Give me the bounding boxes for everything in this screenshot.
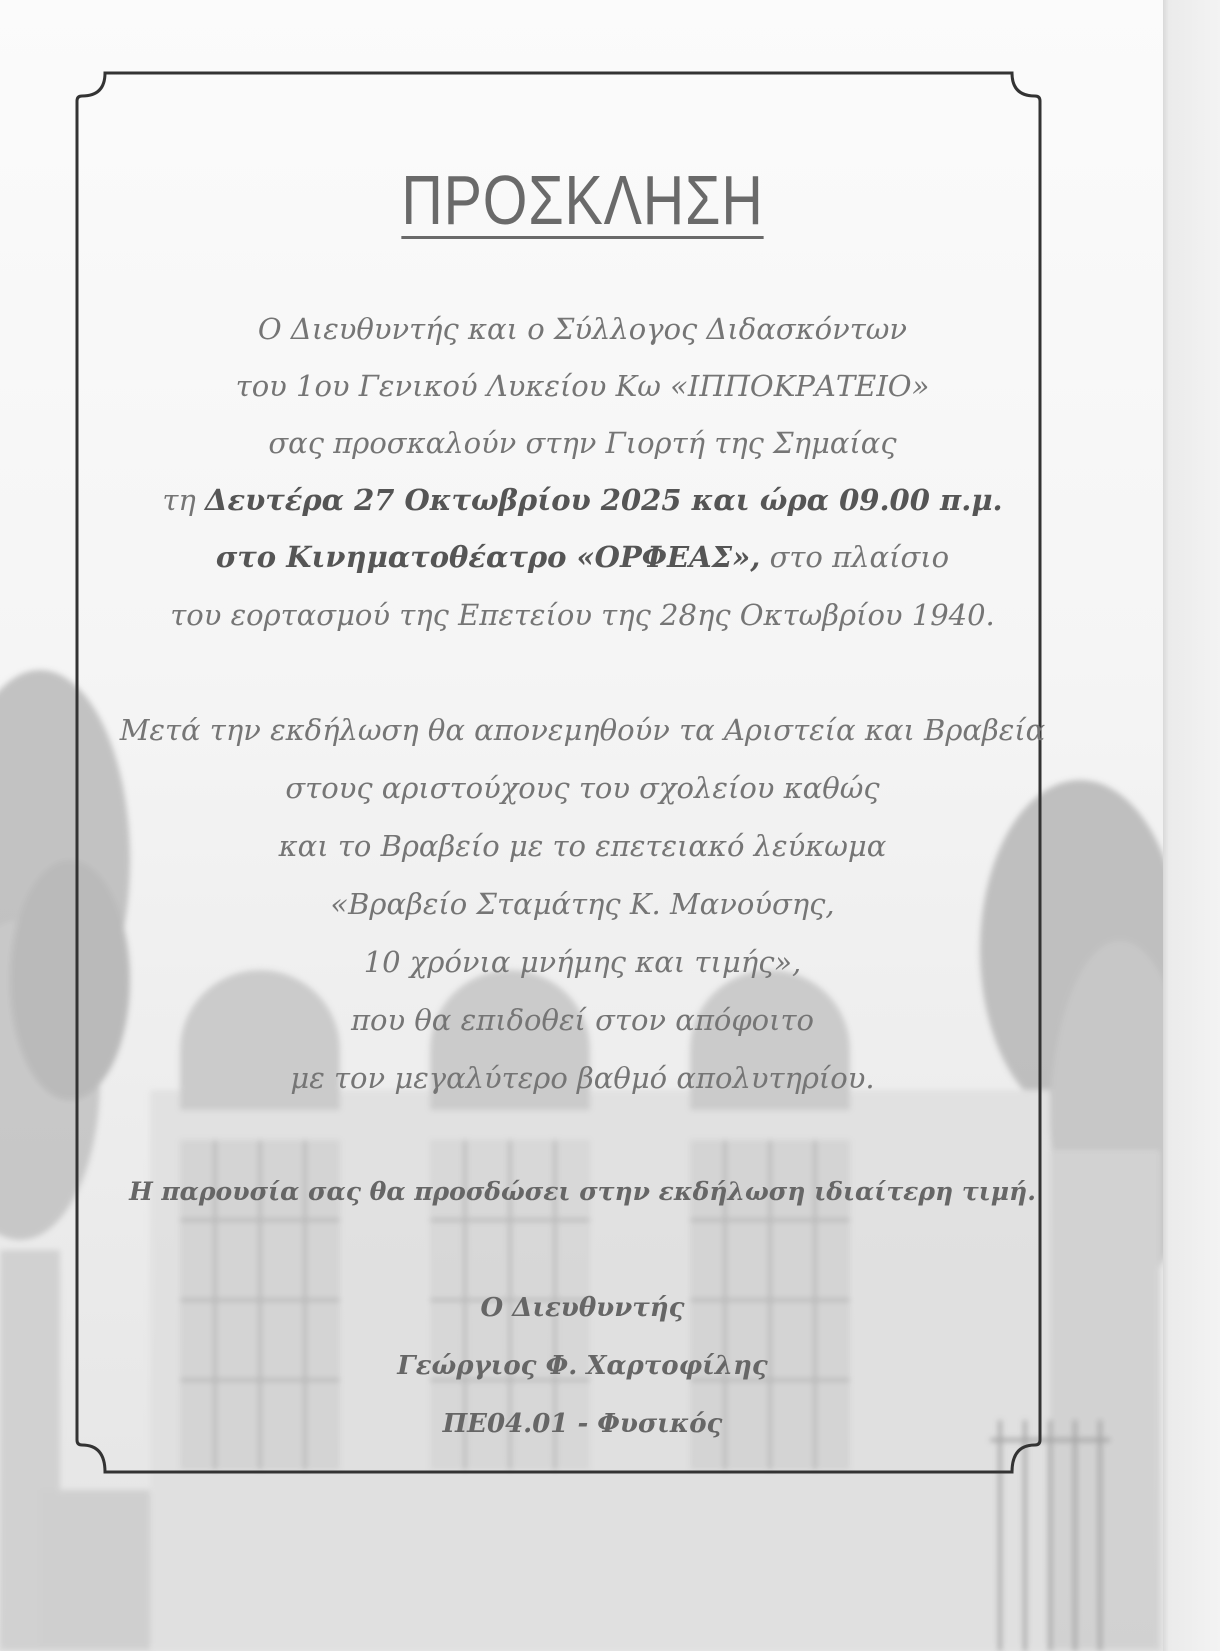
date-prefix: τη <box>162 483 205 517</box>
page-title: ΠΡΟΣΚΛΗΣΗ <box>401 161 764 239</box>
closing-line: Η παρουσία σας θα προσδώσει στην εκδήλωση ιδιαίτερη τιμή. <box>129 1177 1036 1206</box>
invitation-venue-line <box>0 540 1165 574</box>
invitation-date-line <box>0 483 1165 517</box>
signature-title: ΠΕ04.01 - Φυσικός <box>442 1409 723 1439</box>
awards-line-4: «Βραβείο Σταμάτης Κ. Μανούσης, <box>330 887 835 921</box>
awards-line-6: που θα επιδοθεί στον απόφοιτο <box>350 1003 815 1037</box>
awards-line-5: 10 χρόνια μνήμης και τιμής», <box>363 945 802 979</box>
event-venue: στο Κινηματοθέατρο «ΟΡΦΕΑΣ», <box>215 540 761 574</box>
invitation-line-1: Ο Διευθυντής και ο Σύλλογος Διδασκόντων <box>257 312 908 346</box>
awards-line-3: και το Βραβείο με το επετειακό λεύκωμα <box>278 829 887 863</box>
invitation-line-6: του εορτασμού της Επετείου της 28ης Οκτωβρίου 1940. <box>170 598 995 632</box>
awards-line-1: Μετά την εκδήλωση θα απονεμηθούν τα Αριστεία και Βραβεία <box>119 713 1046 747</box>
page-edge-shadow <box>1163 0 1220 1651</box>
awards-line-7: με τον μεγαλύτερο βαθμό απολυτηρίου. <box>290 1061 875 1095</box>
invitation-line-2: του 1ου Γενικού Λυκείου Κω «ΙΠΠΟΚΡΑΤΕΙΟ» <box>235 369 930 403</box>
signature-name: Γεώργιος Φ. Χαρτοφίλης <box>397 1351 768 1381</box>
invitation-line-3: σας προσκαλούν στην Γιορτή της Σημαίας <box>268 426 897 460</box>
event-date-time: Δευτέρα 27 Οκτωβρίου 2025 και ώρα 09.00 π.μ. <box>204 483 1003 517</box>
venue-suffix: στο πλαίσιο <box>760 540 950 574</box>
signature-role: Ο Διευθυντής <box>480 1293 685 1323</box>
awards-line-2: στους αριστούχους του σχολείου καθώς <box>285 771 880 805</box>
